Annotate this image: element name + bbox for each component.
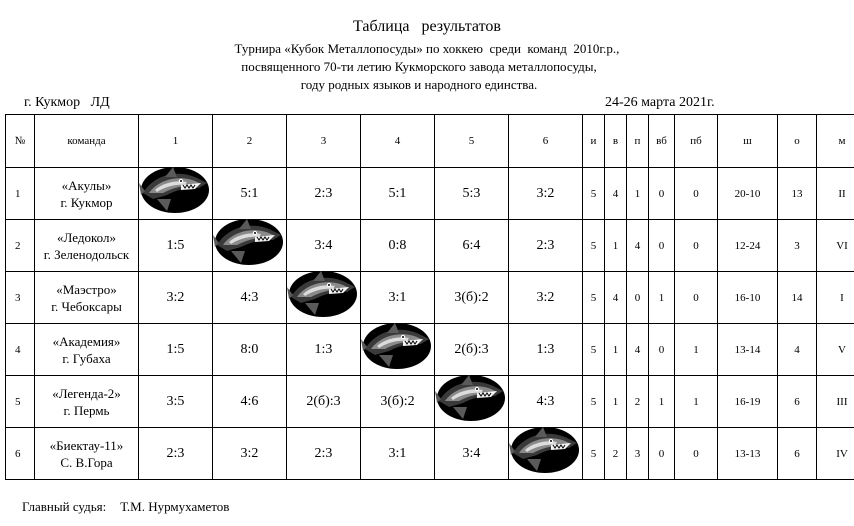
- team-name: [35, 272, 139, 324]
- match-score: 3:2: [213, 428, 287, 480]
- match-score: 3:2: [139, 272, 213, 324]
- tournament-line: Турнира «Кубок Металлопосуды» по хоккею среди команд 2010г.р.,: [234, 41, 620, 56]
- match-score: 3:1: [361, 272, 435, 324]
- wins: 2: [605, 428, 627, 480]
- judge-name: Т.М. Нурмухаметов: [120, 499, 230, 514]
- match-score: 3:2: [509, 168, 583, 220]
- table-row: [6, 272, 854, 324]
- match-score: 3:2: [509, 272, 583, 324]
- bullet-wins: 1: [649, 272, 675, 324]
- wins: 4: [605, 168, 627, 220]
- match-score: 6:4: [435, 220, 509, 272]
- games: 5: [583, 324, 605, 376]
- row-number: 2: [6, 220, 35, 272]
- col-bullet-wins: вб: [649, 115, 675, 168]
- judge-label: Главный судья:: [22, 499, 107, 514]
- games: 5: [583, 428, 605, 480]
- wins: 1: [605, 376, 627, 428]
- self-match-cell: [509, 428, 583, 480]
- team-nickname: «Акулы»: [61, 177, 112, 193]
- shark-logo-icon: [211, 215, 285, 267]
- col-goals: ш: [718, 115, 778, 168]
- match-score: 4:3: [509, 376, 583, 428]
- losses: 4: [627, 220, 649, 272]
- team-city: С. В.Гора: [60, 454, 113, 470]
- self-match-cell: [435, 376, 509, 428]
- losses: 0: [627, 272, 649, 324]
- team-name: [35, 376, 139, 428]
- match-score: 3:4: [435, 428, 509, 480]
- bullet-losses: 0: [675, 220, 718, 272]
- row-number: 1: [6, 168, 35, 220]
- shark-logo-icon: [285, 267, 359, 319]
- goals: 13-13: [718, 428, 778, 480]
- team-nickname: «Ледокол»: [57, 229, 116, 245]
- shark-logo-icon: [137, 163, 211, 215]
- row-number: 6: [6, 428, 35, 480]
- event-dates: 24-26 марта 2021г.: [605, 95, 715, 110]
- losses: 4: [627, 324, 649, 376]
- col-game-5: 5: [435, 115, 509, 168]
- wins: 1: [605, 324, 627, 376]
- place: I: [817, 272, 854, 324]
- shark-logo-icon: [433, 371, 507, 423]
- team-city: г. Чебоксары: [51, 298, 122, 314]
- match-score: 4:6: [213, 376, 287, 428]
- games: 5: [583, 220, 605, 272]
- games: 5: [583, 272, 605, 324]
- bullet-wins: 0: [649, 168, 675, 220]
- table-row: [6, 168, 854, 220]
- header-row: [6, 115, 854, 168]
- bullet-losses: 1: [675, 376, 718, 428]
- row-number: 5: [6, 376, 35, 428]
- points: 6: [778, 428, 817, 480]
- team-name: [35, 428, 139, 480]
- bullet-wins: 0: [649, 428, 675, 480]
- match-score: 2(б):3: [287, 376, 361, 428]
- team-city: г. Пермь: [63, 402, 110, 418]
- results-table: [5, 114, 854, 480]
- match-score: 5:1: [213, 168, 287, 220]
- self-match-cell: [139, 168, 213, 220]
- table-row: [6, 324, 854, 376]
- match-score: 3(б):2: [435, 272, 509, 324]
- match-score: 2:3: [509, 220, 583, 272]
- bullet-wins: 1: [649, 376, 675, 428]
- points: 13: [778, 168, 817, 220]
- match-score: 1:3: [287, 324, 361, 376]
- col-game-2: 2: [213, 115, 287, 168]
- points: 4: [778, 324, 817, 376]
- match-score: 3(б):2: [361, 376, 435, 428]
- self-match-cell: [361, 324, 435, 376]
- bullet-losses: 1: [675, 324, 718, 376]
- row-number: 4: [6, 324, 35, 376]
- year-line: году родных языков и народного единства.: [300, 77, 538, 92]
- match-score: 3:1: [361, 428, 435, 480]
- match-score: 3:5: [139, 376, 213, 428]
- team-name: [35, 220, 139, 272]
- team-name: [35, 324, 139, 376]
- match-score: 0:8: [361, 220, 435, 272]
- goals: 20-10: [718, 168, 778, 220]
- goals: 12-24: [718, 220, 778, 272]
- points: 3: [778, 220, 817, 272]
- col-num: №: [6, 115, 35, 168]
- table-row: [6, 428, 854, 480]
- match-score: 5:1: [361, 168, 435, 220]
- table-row: [6, 220, 854, 272]
- match-score: 1:5: [139, 220, 213, 272]
- goals: 16-19: [718, 376, 778, 428]
- place: III: [817, 376, 854, 428]
- row-number: 3: [6, 272, 35, 324]
- goals: 16-10: [718, 272, 778, 324]
- col-team: команда: [35, 115, 139, 168]
- col-bullet-losses: пб: [675, 115, 718, 168]
- self-match-cell: [287, 272, 361, 324]
- venue: г. Кукмор ЛД: [24, 95, 110, 110]
- col-place: м: [817, 115, 854, 168]
- match-score: 3:4: [287, 220, 361, 272]
- match-score: 1:3: [509, 324, 583, 376]
- games: 5: [583, 168, 605, 220]
- place: II: [817, 168, 854, 220]
- match-score: 8:0: [213, 324, 287, 376]
- table-row: [6, 376, 854, 428]
- shark-logo-icon: [507, 423, 581, 475]
- team-city: г. Губаха: [62, 350, 111, 366]
- place: IV: [817, 428, 854, 480]
- self-match-cell: [213, 220, 287, 272]
- col-losses: п: [627, 115, 649, 168]
- team-nickname: «Биектау-11»: [49, 437, 124, 453]
- team-city: г. Кукмор: [60, 194, 113, 210]
- match-score: 2:3: [287, 428, 361, 480]
- bullet-losses: 0: [675, 428, 718, 480]
- team-name: [35, 168, 139, 220]
- bullet-wins: 0: [649, 220, 675, 272]
- col-game-6: 6: [509, 115, 583, 168]
- col-wins: в: [605, 115, 627, 168]
- points: 14: [778, 272, 817, 324]
- col-points: о: [778, 115, 817, 168]
- page-title: Таблица результатов: [353, 18, 501, 35]
- bullet-losses: 0: [675, 168, 718, 220]
- bullet-wins: 0: [649, 324, 675, 376]
- place: VI: [817, 220, 854, 272]
- team-nickname: «Легенда-2»: [52, 385, 121, 401]
- games: 5: [583, 376, 605, 428]
- match-score: 2(б):3: [435, 324, 509, 376]
- col-game-1: 1: [139, 115, 213, 168]
- place: V: [817, 324, 854, 376]
- match-score: 1:5: [139, 324, 213, 376]
- match-score: 4:3: [213, 272, 287, 324]
- col-game-3: 3: [287, 115, 361, 168]
- bullet-losses: 0: [675, 272, 718, 324]
- col-games: и: [583, 115, 605, 168]
- losses: 1: [627, 168, 649, 220]
- losses: 3: [627, 428, 649, 480]
- shark-logo-icon: [359, 319, 433, 371]
- match-score: 2:3: [287, 168, 361, 220]
- points: 6: [778, 376, 817, 428]
- col-game-4: 4: [361, 115, 435, 168]
- wins: 1: [605, 220, 627, 272]
- chief-judge: [22, 499, 229, 515]
- losses: 2: [627, 376, 649, 428]
- team-nickname: «Маэстро»: [56, 281, 117, 297]
- goals: 13-14: [718, 324, 778, 376]
- match-score: 5:3: [435, 168, 509, 220]
- team-nickname: «Академия»: [52, 333, 121, 349]
- team-city: г. Зеленодольск: [43, 246, 130, 262]
- dedication-line: посвященного 70-ти летию Кукморского завода металлопосуды,: [241, 59, 597, 74]
- wins: 4: [605, 272, 627, 324]
- match-score: 2:3: [139, 428, 213, 480]
